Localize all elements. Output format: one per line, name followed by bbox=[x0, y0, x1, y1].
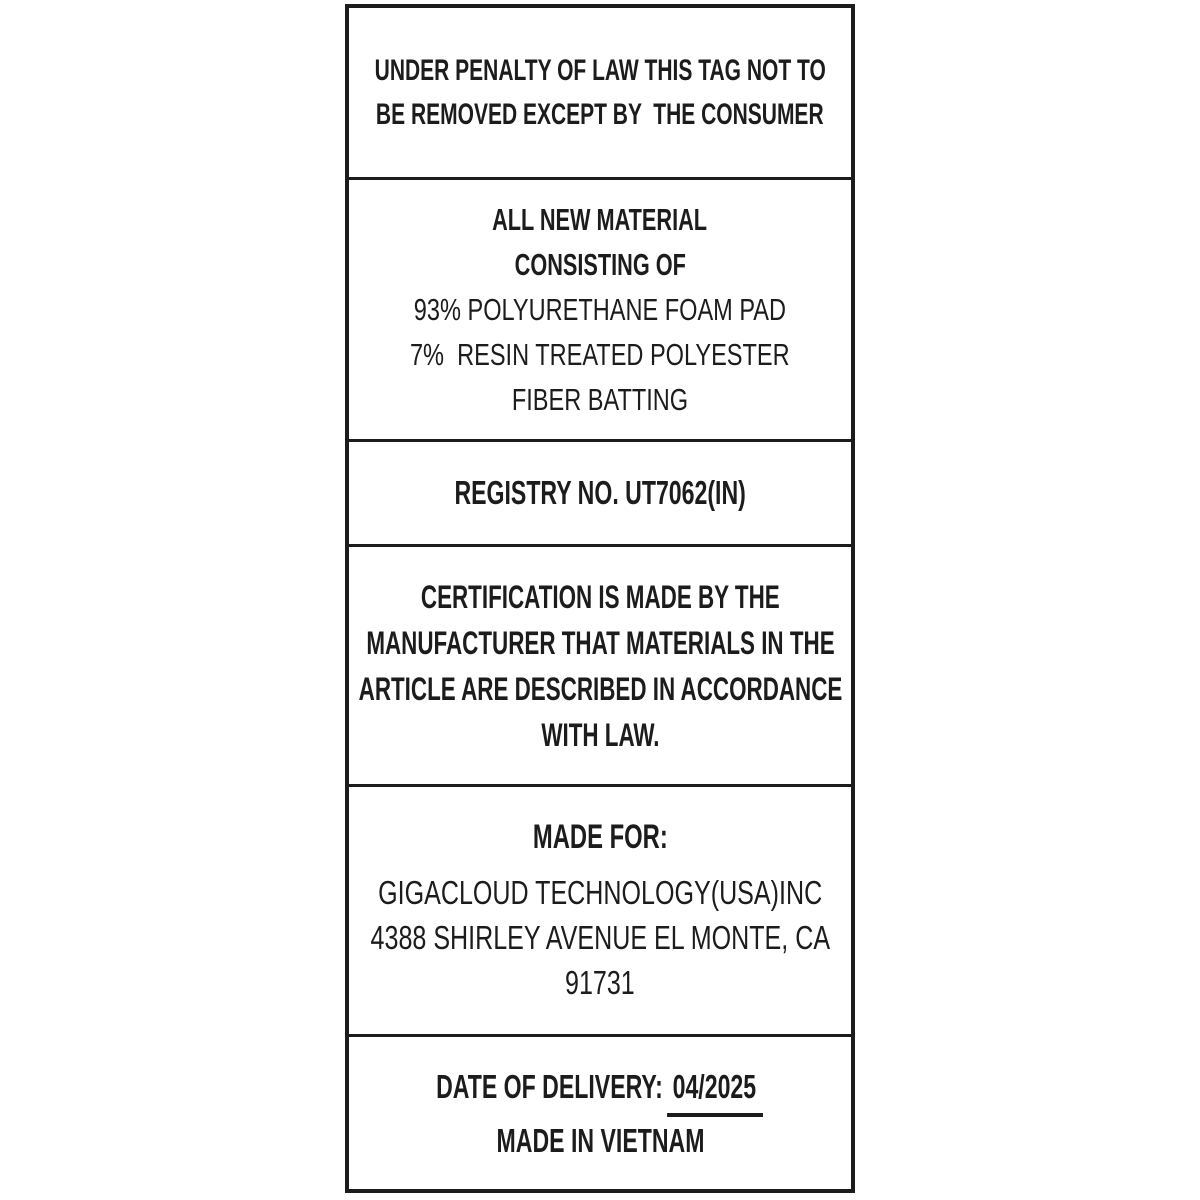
materials-content-1: 93% POLYURETHANE FOAM PAD bbox=[413, 292, 787, 327]
certification-line-3: ARTICLE ARE DESCRIBED IN ACCORDANCE bbox=[358, 670, 842, 707]
made-for-section bbox=[349, 784, 851, 1034]
penalty-line-1: UNDER PENALTY OF LAW THIS TAG NOT TO bbox=[374, 53, 826, 87]
made-for-zip: 91731 bbox=[565, 964, 635, 1001]
made-for-heading: MADE FOR: bbox=[532, 818, 668, 856]
penalty-line-2: BE REMOVED EXCEPT BY THE CONSUMER bbox=[376, 97, 824, 131]
materials-content-3: FIBER BATTING bbox=[511, 382, 689, 417]
country-of-origin: MADE IN VIETNAM bbox=[496, 1121, 704, 1159]
law-label-tag bbox=[345, 4, 855, 1193]
penalty-section bbox=[349, 8, 851, 177]
materials-section bbox=[349, 177, 851, 439]
certification-line-1: CERTIFICATION IS MADE BY THE bbox=[420, 578, 780, 615]
certification-section bbox=[349, 544, 851, 784]
registry-section bbox=[349, 439, 851, 544]
materials-heading-2: CONSISTING OF bbox=[514, 247, 686, 282]
delivery-section bbox=[349, 1034, 851, 1189]
delivery-date-label: DATE OF DELIVERY: bbox=[436, 1067, 664, 1105]
certification-line-4: WITH LAW. bbox=[540, 716, 660, 753]
materials-content-2: 7% RESIN TREATED POLYESTER bbox=[410, 337, 790, 372]
made-for-street: 4388 SHIRLEY AVENUE EL MONTE, CA bbox=[370, 919, 830, 956]
delivery-date-line bbox=[436, 1063, 763, 1117]
made-for-company: GIGACLOUD TECHNOLOGY(USA)INC bbox=[377, 874, 823, 911]
registry-number: REGISTRY NO. UT7062(IN) bbox=[454, 474, 746, 511]
certification-line-2: MANUFACTURER THAT MATERIALS IN THE bbox=[365, 624, 835, 661]
materials-heading-1: ALL NEW MATERIAL bbox=[492, 202, 708, 237]
delivery-date-value: 04/2025 bbox=[667, 1063, 763, 1117]
